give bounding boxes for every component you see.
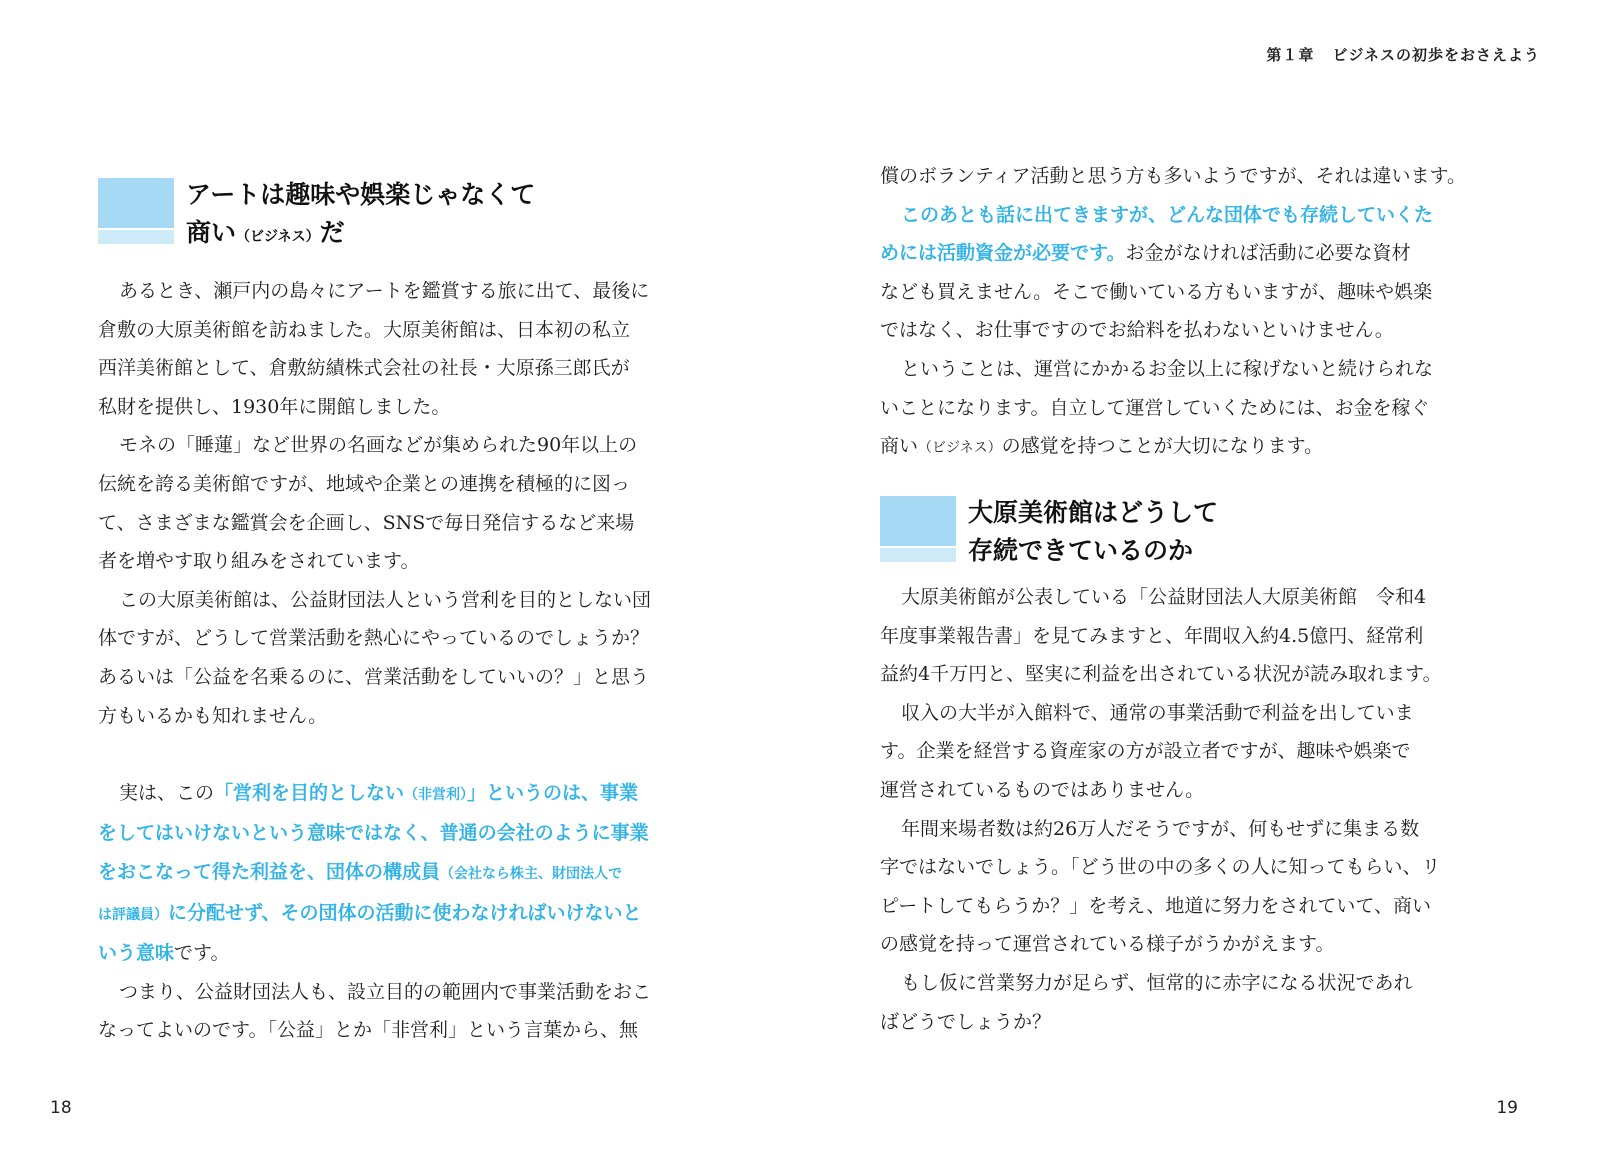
body-line: す。企業を経営する資産家の方が設立者ですが、趣味や娯楽で	[880, 740, 1411, 763]
chapter-title: ビジネスの初歩をおさえよう	[1332, 46, 1540, 64]
body-line: ばどうでしょうか？	[880, 1010, 1052, 1033]
left-body-text	[98, 272, 651, 1050]
heading-line-2-small: （ビジネス）	[236, 229, 320, 245]
page-number-right: 19	[1496, 1098, 1518, 1118]
body-line: 私財を提供し、1930年に開館しました。	[98, 395, 451, 418]
body-line: 字ではないでしょう。「どう世の中の多くの人に知ってもらい、リ	[880, 856, 1441, 879]
highlight-line	[880, 234, 1466, 273]
heading-text	[186, 176, 535, 256]
highlight-small-text: （非営利）	[404, 786, 468, 803]
heading-marker	[98, 178, 174, 244]
highlight-text: めには活動資金が必要です。	[880, 242, 1126, 265]
body-line: 西洋美術館として、倉敷紡績株式会社の社長・大原孫三郎氏が	[98, 357, 630, 380]
paragraph-gap	[98, 735, 651, 774]
heading-marker	[880, 496, 956, 562]
highlight-text: いう意味	[98, 942, 175, 965]
highlight-small-text: （会社なら株主、財団法人で	[440, 865, 623, 882]
heading-line-2-end: だ	[319, 218, 345, 247]
body-line: 者を増やす取り組みをされています。	[98, 550, 420, 573]
plain-text: お金がなければ活動に必要な資材	[1125, 242, 1411, 265]
body-line: 方もいるかも知れません。	[98, 704, 328, 727]
heading-line-1: 大原美術館はどうして	[968, 498, 1219, 527]
body-line: この大原美術館は、公益財団法人という営利を目的としない団	[119, 588, 652, 611]
body-line: 益約4千万円と、堅実に利益を出されている状況が読み取れます。	[880, 663, 1442, 686]
highlight-line-5	[98, 934, 651, 973]
body-line: 年間来場者数は約26万人だそうですが、何もせずに集まる数	[901, 817, 1420, 840]
body-line: いことになります。自立して運営していくためには、お金を稼ぐ	[880, 396, 1430, 419]
highlight-small-text: は評議員）	[98, 906, 168, 923]
highlight-line-2	[98, 814, 651, 853]
body-line: 体ですが、どうして営業活動を熱心にやっているのでしょうか？	[98, 627, 650, 650]
body-line: モネの「睡蓮」など世界の名画などが集められた90年以上の	[119, 434, 638, 457]
body-line: もし仮に営業努力が足らず、恒常的に赤字になる状況であれ	[901, 971, 1413, 994]
body-line: なってよいのです。「公益」とか「非営利」という言葉から、無	[98, 1019, 638, 1042]
body-line: ではなく、お仕事ですのでお給料を払わないといけません。	[880, 319, 1394, 342]
body-line: あるいは「公益を名乗るのに、営業活動をしていいの？」と思う	[98, 665, 650, 688]
heading-line-2	[186, 214, 535, 256]
highlight-text: このあとも話に出てきますが、どんな団体でも存続していくた	[901, 203, 1434, 226]
highlight-text: 」というのは、事業	[467, 781, 639, 804]
body-line: 伝統を誇る美術館ですが、地域や企業との連携を積極的に図っ	[98, 472, 631, 495]
running-head	[1266, 44, 1540, 65]
right-body-text-bottom	[880, 578, 1442, 1041]
body-line: 大原美術館が公表している「公益財団法人大原美術館 令和4	[901, 586, 1427, 608]
body-line: 倉敷の大原美術館を訪ねました。大原美術館は、日本初の私立	[98, 318, 631, 341]
small-text: （ビジネス）	[918, 440, 1002, 457]
body-line: あるとき、瀬戸内の島々にアートを鑑賞する旅に出て、最後に	[119, 280, 650, 302]
highlight-text: をおこなって得た利益を、団体の構成員	[98, 860, 441, 883]
heading-line-1: アートは趣味や娯楽じゃなくて	[186, 180, 536, 209]
body-line: 運営されているものではありません。	[880, 778, 1205, 801]
highlight-text: に分配せず、その団体の活動に使わなければいけないと	[168, 901, 642, 924]
body-line: の感覚を持って運営されている様子がうかがえます。	[880, 933, 1335, 956]
highlight-line-3	[98, 853, 651, 894]
body-line: ということは、運営にかかるお金以上に稼げないと続けられな	[901, 357, 1434, 380]
right-body-text-top	[880, 157, 1466, 468]
body-line: なども買えません。そこで働いている方もいますが、趣味や娯楽	[880, 280, 1433, 303]
plain-text: の感覚を持つことが大切になります。	[1001, 435, 1324, 458]
heading-text	[968, 494, 1218, 570]
page-number-left: 18	[50, 1098, 72, 1118]
body-line: ピートしてもらうか？」を考え、地道に努力をされていて、商い	[880, 894, 1432, 917]
plain-text: 商い	[880, 435, 919, 458]
body-line: 収入の大半が入館料で、通常の事業活動で利益を出していま	[901, 701, 1414, 724]
body-line: 年度事業報告書」を見てみますと、年間収入約4.5億円、経常利	[880, 624, 1424, 647]
highlight-line	[880, 196, 1466, 235]
highlight-text: をしてはいけないという意味ではなく、普通の会社のように事業	[98, 822, 649, 845]
highlight-text: 「営利を目的としない	[214, 781, 405, 804]
highlight-line-4	[98, 894, 651, 935]
body-line: て、さまざまな鑑賞会を企画し、SNSで毎日発信するなど来場	[98, 511, 635, 534]
chapter-number: 第１章	[1266, 46, 1315, 64]
body-line: つまり、公益財団法人も、設立目的の範囲内で事業活動をおこ	[119, 980, 652, 1003]
highlight-line-1	[98, 774, 651, 815]
plain-text: 実は、この	[119, 781, 215, 804]
heading-line-2-main: 商い	[186, 218, 237, 247]
right-page	[800, 0, 1600, 1176]
body-line: 償のボランティア活動と思う方も多いようですが、それは違います。	[880, 165, 1466, 187]
body-line	[880, 427, 1466, 468]
plain-text: です。	[174, 942, 230, 965]
heading-line-2: 存続できているのか	[968, 536, 1194, 565]
